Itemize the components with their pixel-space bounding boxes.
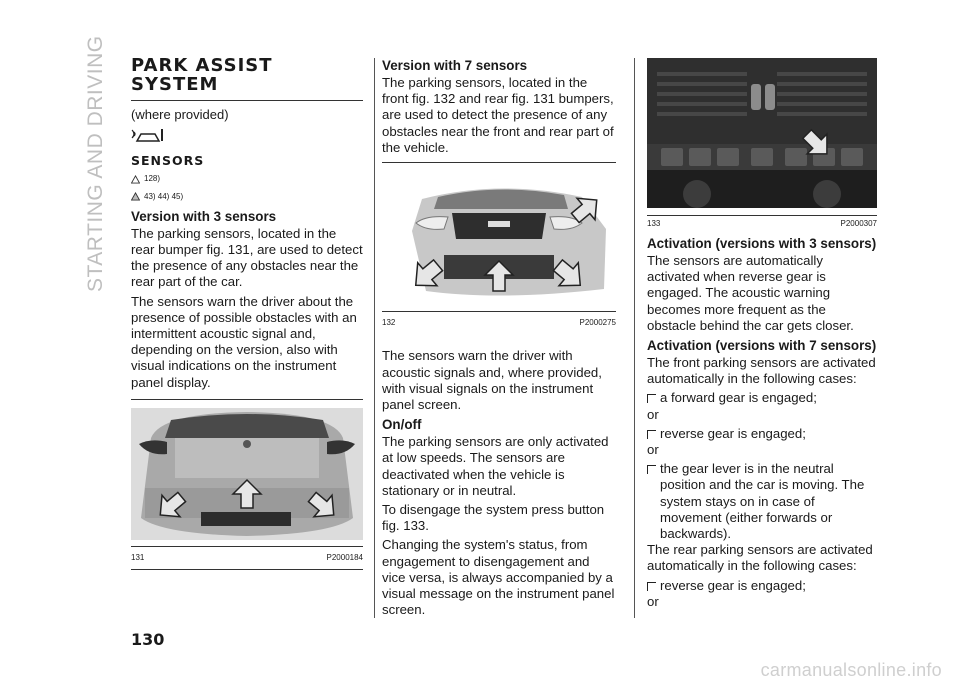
column-divider (634, 58, 635, 618)
bullet-icon (647, 394, 656, 403)
column-2 (382, 58, 616, 621)
column-3 (647, 236, 877, 613)
list-item: reverse gear is engaged; (647, 578, 877, 594)
figure-rule (131, 399, 363, 400)
warning-triangle-icon (131, 175, 140, 184)
activation-7-heading: Activation (versions with 7 sensors) (647, 338, 877, 354)
paragraph: The sensors warn the driver with acoustic signals and, where provided, with visual signals on the instrument panel screen. (382, 348, 602, 413)
paragraph: Changing the system's status, from engagement to disengagement and vice versa, is always accompanied by a visual message on the instrument panel screen. (382, 537, 615, 618)
or-text: or (647, 406, 659, 422)
or-text: or (647, 442, 659, 458)
list-item: a forward gear is engaged; (647, 390, 877, 406)
warning-refs: 128) (131, 171, 363, 187)
bullet-icon (647, 430, 656, 439)
figure-number: 133 (647, 219, 661, 228)
chapter-title: STARTING AND DRIVING (84, 35, 107, 292)
park-assist-icon (131, 127, 363, 147)
figure-number: 132 (382, 318, 396, 328)
version-3-heading: Version with 3 sensors (131, 208, 277, 224)
paragraph: The sensors warn the driver about the presence of possible obstacles with an intermittent acoustic signal and, depending on the version, also with visual indications on the instrument panel display. (131, 293, 357, 390)
sensors-heading: SENSORS (131, 153, 205, 169)
bullet-icon (647, 465, 656, 474)
version-7-heading: Version with 7 sensors (382, 58, 528, 73)
chapter-side-tab (84, 35, 107, 292)
caution-refs: 43) 44) 45) (131, 189, 363, 205)
watermark: carmanualsonline.info (760, 660, 942, 680)
figure-code: P2000184 (326, 553, 363, 563)
column-divider (374, 58, 375, 618)
figure-caption (382, 315, 616, 334)
where-provided-note: (where provided) (131, 107, 229, 122)
hand-caution-icon (131, 192, 140, 201)
on-off-heading: On/off (382, 417, 422, 433)
figure-132 (382, 169, 616, 334)
front-car-image (382, 169, 616, 305)
list-item: the gear lever is in the neutral position and the car is moving. The system stays on in case of movement (either forwards or backwards). (647, 461, 877, 542)
figure-code: P2000275 (579, 318, 616, 328)
figure-number: 131 (131, 553, 145, 563)
activation-3-heading: Activation (versions with 3 sensors) (647, 236, 877, 251)
page-number: 130 (131, 630, 165, 649)
section-title: PARK ASSIST SYSTEM (131, 55, 273, 95)
paragraph: The front parking sensors are activated automatically in the following cases: (647, 355, 876, 387)
paragraph: To disengage the system press button fig. 133. (382, 502, 605, 534)
figure-caption-rule (382, 311, 616, 312)
rear-car-image (131, 408, 363, 540)
figure-caption (647, 219, 877, 231)
list-item: reverse gear is engaged; (647, 426, 877, 442)
bullet-icon (647, 582, 656, 591)
figure-caption (131, 550, 363, 569)
figure-rule (382, 162, 616, 163)
figure-bottom-rule (131, 569, 363, 570)
figure-131 (131, 408, 363, 570)
or-text: or (647, 593, 659, 609)
dashboard-button-image (647, 58, 877, 208)
paragraph: The parking sensors are only activated at low speeds. The sensors are deactivated when the vehicle is stationary or in neutral. (382, 434, 609, 498)
figure-caption-rule (131, 546, 363, 547)
paragraph: The parking sensors, located in the rear bumper fig. 131, are used to detect the presence of any obstacles near the rear part of the car. (131, 225, 363, 290)
figure-133 (647, 58, 877, 231)
title-rule (131, 100, 363, 101)
paragraph: The rear parking sensors are activated automatically in the following cases: (647, 542, 873, 574)
column-1 (131, 56, 363, 572)
figure-code: P2000307 (840, 219, 877, 228)
figure-caption-rule (647, 215, 877, 216)
paragraph: The sensors are automatically activated when reverse gear is engaged. The acoustic warning becomes more frequent as the obstacle behind the car gets closer. (647, 253, 854, 333)
paragraph: The parking sensors, located in the front fig. 132 and rear fig. 131 bumpers, are used to detect the presence of any obstacles near the front and rear part of the vehicle. (382, 75, 614, 155)
